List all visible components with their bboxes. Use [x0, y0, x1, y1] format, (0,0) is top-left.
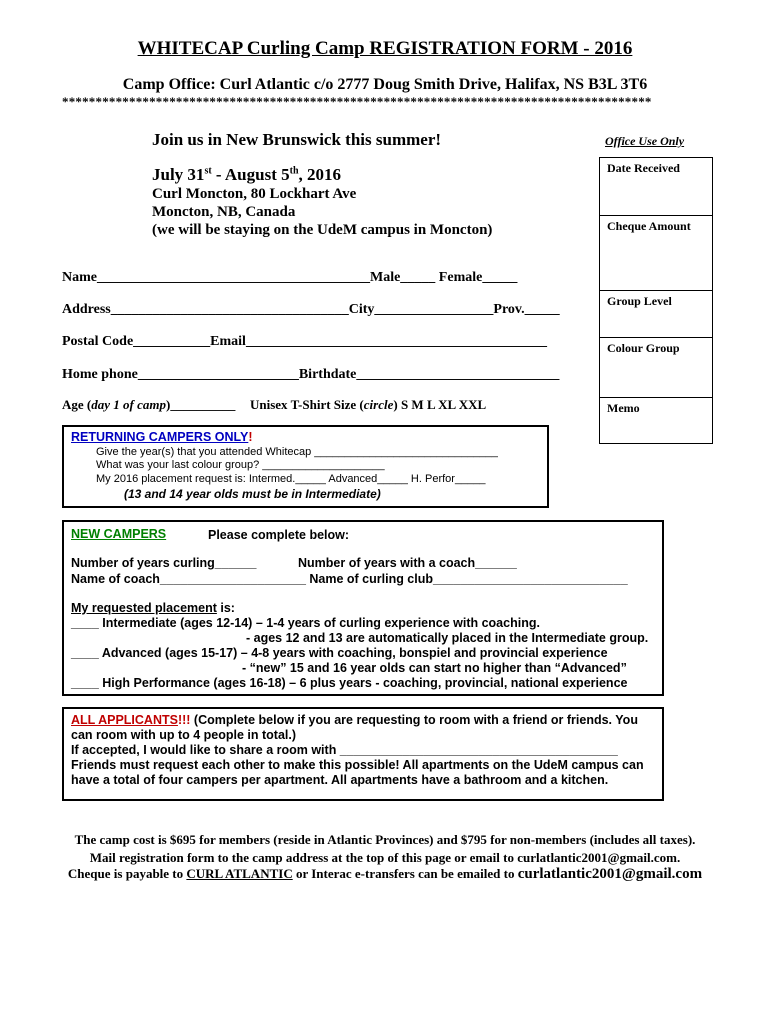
placement-advanced-note: - “new” 15 and 16 year olds can start no higher than “Advanced”: [242, 661, 627, 675]
office-cell-date-received: [600, 158, 712, 216]
office-use-box: [599, 157, 713, 444]
intro-heading: Join us in New Brunswick this summer!: [152, 130, 442, 149]
venue-line-3: (we will be staying on the UdeM campus in Moncton): [152, 222, 493, 238]
returning-age-note: (13 and 14 year olds must be in Intermediate): [124, 487, 381, 501]
office-cell-label: Date Received: [607, 161, 680, 175]
placement-intermediate-note: - ages 12 and 13 are automatically placed in the Intermediate group.: [246, 631, 649, 645]
office-cell-label: Memo: [607, 401, 640, 415]
payment-text-a: Cheque is payable to: [67, 866, 187, 881]
requested-placement-label: [71, 601, 235, 615]
age-blank: )__________: [165, 397, 236, 412]
mail-instructions-line: Mail registration form to the camp address at the top of this page or email to curlatlantic2001@gmail.com.: [89, 850, 681, 865]
name-field[interactable]: Name_______________________________________Male_____ Female_____: [62, 270, 518, 285]
office-cell-cheque-amount: [600, 216, 712, 291]
office-cell-colour-group: [600, 338, 712, 398]
office-cell-label: Colour Group: [607, 341, 680, 355]
years-curling-field[interactable]: Number of years curling______: [71, 556, 257, 570]
camp-cost-line: The camp cost is $695 for members (reside in Atlantic Provinces) and $795 for non-members (includes all taxes).: [74, 832, 696, 847]
payment-text-b: or Interac e-transfers can be emailed to: [292, 866, 518, 881]
new-campers-instruction: Please complete below:: [208, 528, 350, 542]
payment-email[interactable]: curlatlantic2001@gmail.com: [517, 866, 703, 882]
placement-high-performance-option[interactable]: ____ High Performance (ages 16-18) – 6 plus years - coaching, provincial, national experience: [71, 676, 628, 690]
returning-placement-field[interactable]: My 2016 placement request is: Intermed._____ Advanced_____ H. Perfor_____: [96, 473, 486, 485]
age-note: day 1 of camp: [91, 397, 166, 412]
office-cell-memo: [600, 398, 712, 443]
requested-placement-colon: is:: [216, 601, 235, 615]
tshirt-note: circle: [363, 397, 394, 412]
office-cell-group-level: [600, 291, 712, 338]
payee-name: CURL ATLANTIC: [186, 866, 293, 881]
new-campers-heading: NEW CAMPERS: [71, 527, 167, 541]
all-applicants-line-1: (Complete below if you are requesting to room with a friend or friends. You: [190, 713, 638, 727]
address-field[interactable]: Address__________________________________City_________________Prov._____: [62, 302, 560, 317]
all-applicants-heading-text: ALL APPLICANTS: [71, 713, 178, 727]
dates-end: - August 5: [211, 165, 290, 184]
returning-years-field[interactable]: Give the year(s) that you attended Whitecap ______________________________: [96, 446, 498, 458]
dates-start: July 31: [152, 165, 205, 184]
returning-colour-group-field[interactable]: What was your last colour group? ____________________: [96, 459, 385, 471]
venue-line-1: Curl Moncton, 80 Lockhart Ave: [152, 186, 357, 202]
returning-heading-text: RETURNING CAMPERS ONLY: [71, 430, 249, 444]
coach-club-field[interactable]: Name of coach_____________________ Name of curling club____________________________: [71, 572, 628, 586]
requested-placement-text: My requested placement: [71, 601, 217, 615]
payment-line: [0, 866, 770, 883]
tshirt-size-field[interactable]: [250, 397, 486, 413]
returning-heading: [71, 430, 253, 444]
dates-sup-2: th: [289, 165, 299, 177]
placement-advanced-option[interactable]: ____ Advanced (ages 15-17) – 4-8 years with coaching, bonspiel and provincial experience: [71, 646, 608, 660]
star-divider: ****************************************************************************************: [62, 94, 652, 109]
form-title: WHITECAP Curling Camp REGISTRATION FORM - 2016: [137, 38, 633, 59]
placement-intermediate-option[interactable]: ____ Intermediate (ages 12-14) – 1-4 years of curling experience with coaching.: [71, 616, 540, 630]
tshirt-options: ) S M L XL XXL: [393, 397, 487, 412]
postal-email-field[interactable]: Postal Code___________Email___________________________________________: [62, 334, 547, 349]
age-field[interactable]: [62, 397, 235, 413]
all-applicants-bangs: !!!: [177, 713, 191, 727]
dates-sup-1: st: [204, 165, 212, 177]
all-applicants-line-2: can room with up to 4 people in total.): [71, 728, 296, 742]
office-use-label: Office Use Only: [605, 134, 685, 148]
all-applicants-heading: [71, 713, 638, 727]
office-cell-label: Cheque Amount: [607, 219, 691, 233]
all-applicants-line-4: Friends must request each other to make this possible! All apartments on the UdeM campus can: [71, 758, 644, 772]
venue-line-2: Moncton, NB, Canada: [152, 204, 296, 220]
roommate-field[interactable]: If accepted, I would like to share a room with ________________________________________: [71, 743, 618, 757]
camp-office-address: Camp Office: Curl Atlantic c/o 2777 Doug Smith Drive, Halifax, NS B3L 3T6: [122, 76, 648, 93]
tshirt-label: Unisex T-Shirt Size (: [250, 397, 364, 412]
all-applicants-line-5: have a total of four campers per apartment. All apartments have a bathroom and a kitchen.: [71, 773, 609, 787]
age-label: Age (: [62, 397, 92, 412]
dates-year: , 2016: [298, 165, 342, 184]
returning-bang: !: [248, 430, 253, 444]
years-with-coach-field[interactable]: Number of years with a coach______: [298, 556, 517, 570]
camp-dates: [152, 165, 341, 185]
office-cell-label: Group Level: [607, 294, 672, 308]
phone-birthdate-field[interactable]: Home phone_______________________Birthdate_____________________________: [62, 367, 560, 382]
